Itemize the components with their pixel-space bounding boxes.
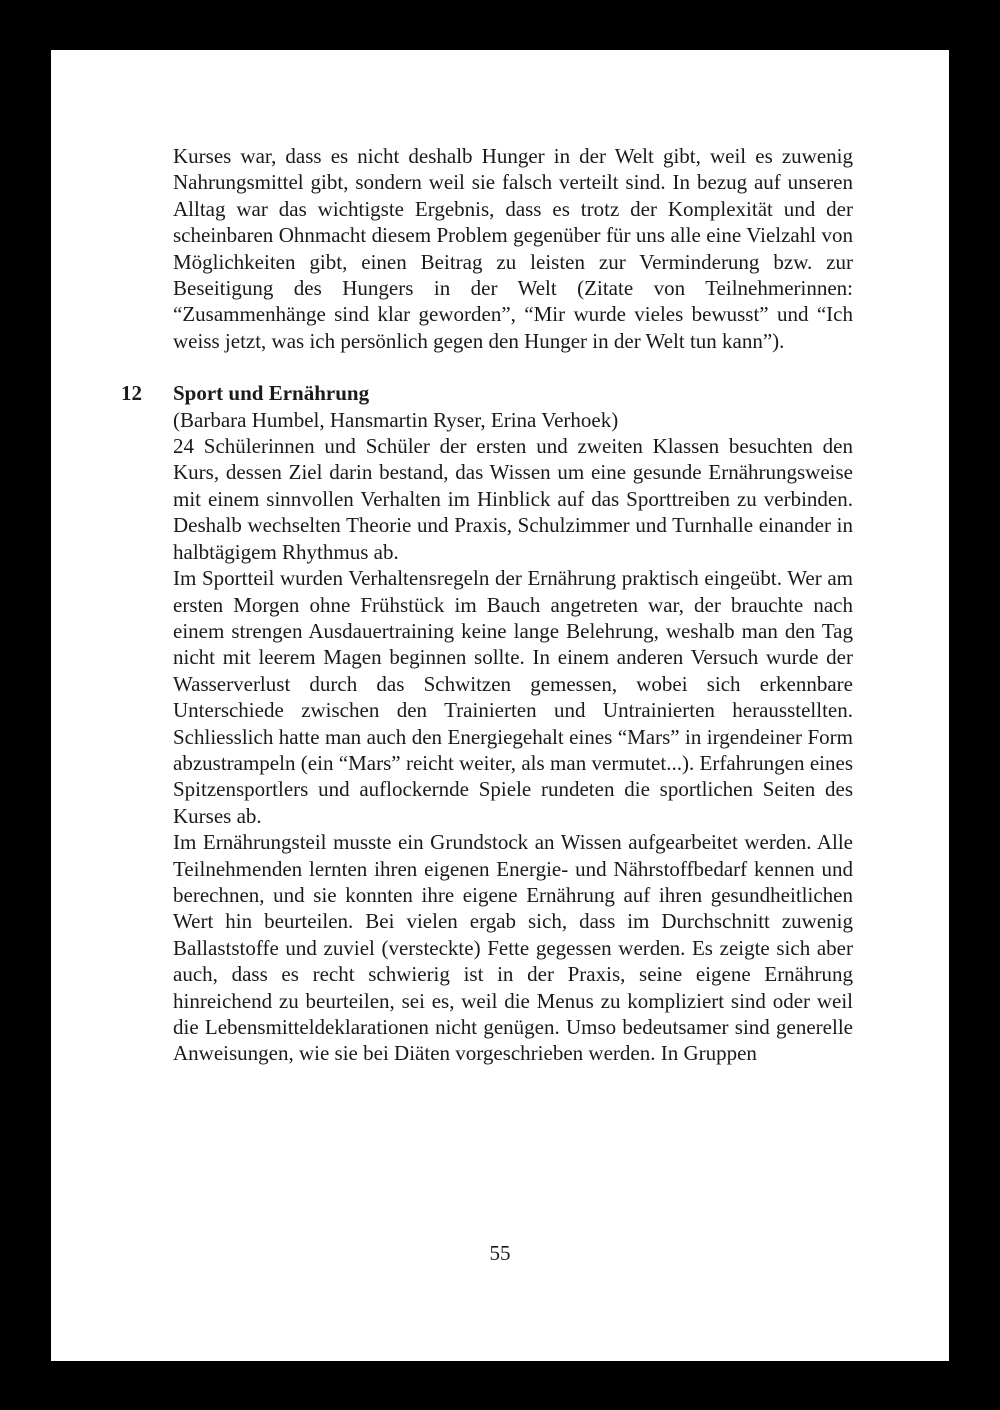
body-text (121, 143, 853, 1067)
intro-paragraph: Kurses war, dass es nicht deshalb Hunger in der Welt gibt, weil es zuwenig Nahrungsmittel gibt, sondern weil sie falsch verteilt sind. In bezug auf unseren Alltag war das wichtigste Ergebnis, dass es trotz der Komplexität und der scheinbaren Ohnmacht diesem Problem gegenüber für uns alle eine Vielzahl von Möglichkeiten gibt, einen Beitrag zu leisten zur Verminderung bzw. zur Beseitigung des Hungers in der Welt (Zitate von Teilnehmerinnen: “Zusammenhänge sind klar geworden”, “Mir wurde vieles bewusst” und “Ich weiss jetzt, was ich persönlich gegen den Hunger in der Welt tun kann”). (173, 144, 853, 353)
paragraph: 24 Schülerinnen und Schüler der ersten und zweiten Klassen besuchten den Kurs, dessen Ziel darin bestand, das Wissen um eine gesunde Ernährungsweise mit einem sinnvollen Verhalten im Hinblick auf das Sporttreiben zu verbinden. Deshalb wechselten Theorie und Praxis, Schulzimmer und Turnhalle einander in halbtägigem Rhythmus ab. (173, 434, 853, 564)
page-number: 55 (489, 1241, 511, 1265)
paragraph: Im Ernährungsteil musste ein Grundstock an Wissen aufgearbeitet werden. Alle Teilnehmenden lernten ihren eigenen Energie- und Nährstoffbedarf kennen und berechnen, und sie konnten ihre eigene Ernährung auf ihren gesundheitlichen Wert hin beurteilen. Bei vielen ergab sich, dass im Durchschnitt zuwenig Ballaststoffe und zuviel (versteckte) Fette gegessen werden. Es zeigte sich aber auch, dass es recht schwierig ist in der Praxis, seine eigene Ernährung hinreichend zu beurteilen, sei es, weil die Menus zu kompliziert sind oder weil die Lebensmitteldeklarationen nicht genügen. Umso bedeutsamer sind generelle Anweisungen, wie sie bei Diäten vorgeschrieben werden. In Gruppen (173, 830, 853, 1066)
section-12 (121, 380, 853, 1067)
section-authors: (Barbara Humbel, Hansmartin Ryser, Erina Verhoek) (173, 407, 619, 432)
document-page (51, 50, 949, 1361)
section-number: 12 (121, 381, 142, 406)
paragraph: Im Sportteil wurden Verhaltensregeln der Ernährung praktisch eingeübt. Wer am ersten Morgen ohne Frühstück im Bauch angetreten war, der brauchte nach einem strengen Ausdauertraining keine lange Belehrung, weshalb man den Tag nicht mit leerem Magen beginnen sollte. In einem anderen Versuch wurde der Wasserverlust durch das Schwitzen gemessen, wobei sich erkennbare Unterschiede zwischen den Trainierten und Untrainierten herausstellten. Schliesslich hatte man auch den Energiegehalt eines “Mars” in irgendeiner Form abzustrampeln (ein “Mars” reicht weiter, als man vermutet...). Erfahrungen eines Spitzensportlers und auflockernde Spiele rundeten die sportlichen Seiten des Kurses ab. (173, 566, 853, 828)
section-title: Sport und Ernährung (173, 381, 370, 406)
